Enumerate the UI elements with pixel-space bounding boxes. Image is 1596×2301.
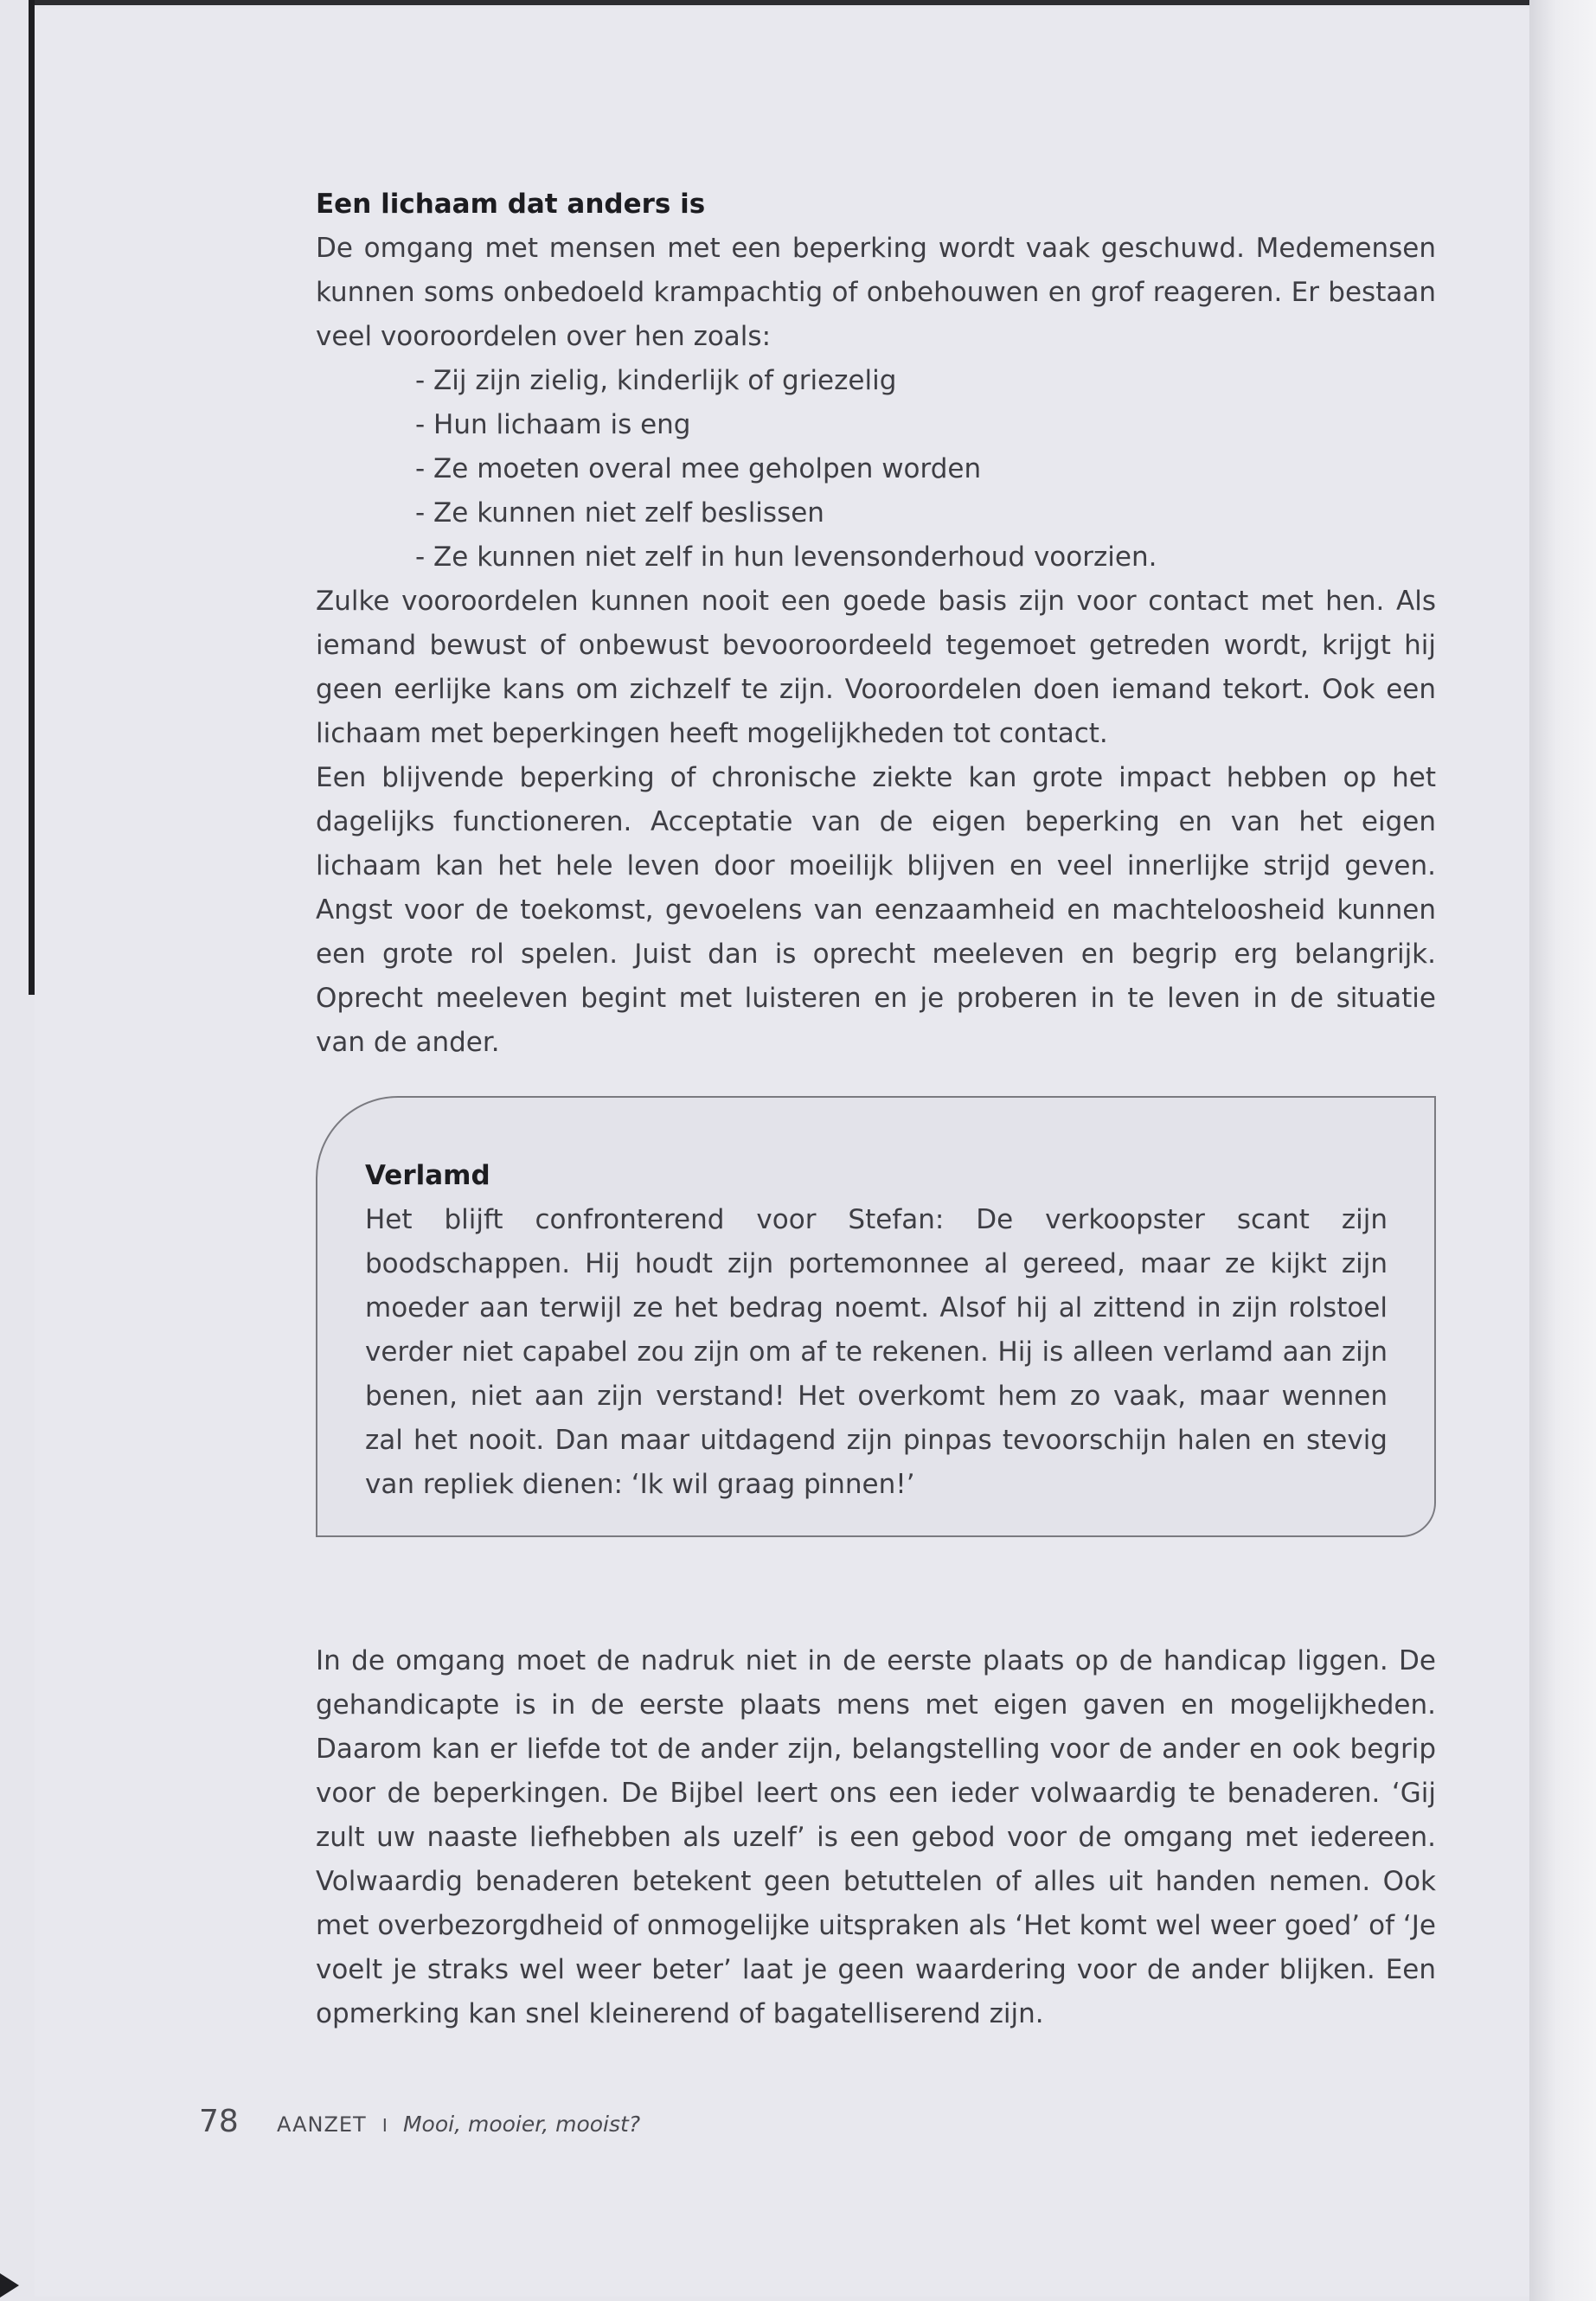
page-number: 78 [199, 2104, 239, 2139]
callout-title: Verlamd [365, 1160, 490, 1191]
list-item: - Ze kunnen niet zelf beslissen [415, 491, 1436, 535]
section-heading: Een lichaam dat anders is [316, 189, 706, 220]
list-item: - Ze kunnen niet zelf in hun levensonderhoud voorzien. [415, 535, 1436, 580]
closing-paragraph: In de omgang moet de nadruk niet in de eerste plaats op de handicap liggen. De gehandicapte is in de eerste plaats mens met eigen gaven en mogelijkheden. Daarom kan er liefde tot de ander zijn, belangstelling voor de ander en ook begrip voor de beperkingen. De Bijbel leert ons een ieder volwaardig te benaderen. ‘Gij zult uw naaste liefhebben als uzelf’ is een gebod voor de omgang met iedereen. Volwaardig benaderen betekent geen betuttelen of alles uit handen nemen. Ook met overbezorgdheid of onmogelijke uitspraken als ‘Het komt wel weer goed’ of ‘Je voelt je straks wel weer beter’ laat je geen waardering voor de ander blijken. Een opmerking kan snel kleinerend of bagatelliserend zijn. [316, 1645, 1436, 2029]
list-item: - Hun lichaam is eng [415, 403, 1436, 447]
body-paragraph: Een blijvende beperking of chronische ziekte kan grote impact hebben op het dagelijks functioneren. Acceptatie van de eigen beperking en van het eigen lichaam kan het hele leven door moeilijk blijven en veel innerlijke strijd geven. Angst voor de toekomst, gevoelens van eenzaamheid en machteloosheid kunnen een grote rol spelen. Juist dan is oprecht meeleven en begrip erg belangrijk. Oprecht meeleven begint met luisteren en je proberen in te leven in de situatie van de ander. [316, 762, 1436, 1058]
callout-content [365, 1154, 1388, 1507]
intro-paragraph: De omgang met mensen met een beperking wordt vaak geschuwd. Medemensen kunnen soms onbedoeld krampachtig of onbehouwen en grof reageren. Er bestaan veel vooroordelen over hen zoals: [316, 233, 1436, 352]
section-body [316, 183, 1436, 1065]
callout-box [316, 1096, 1436, 1537]
top-rule [35, 0, 1553, 5]
page-left-edge [29, 0, 35, 995]
closing-body [316, 1639, 1436, 2036]
list-item: - Ze moeten overal mee geholpen worden [415, 447, 1436, 491]
list-item: - Zij zijn zielig, kinderlijk of griezelig [415, 359, 1436, 403]
body-paragraph: Zulke vooroordelen kunnen nooit een goede basis zijn voor contact met hen. Als iemand bewust of onbewust bevooroordeeld tegemoet getreden wordt, krijgt hij geen eerlijke kans om zichzelf te zijn. Vooroordelen doen iemand tekort. Ook een lichaam met beperkingen heeft mogelijkheden tot contact. [316, 586, 1436, 749]
footer-separator: I [381, 2115, 388, 2136]
prejudice-list [316, 359, 1436, 580]
book-title: Mooi, mooier, mooist? [402, 2112, 641, 2137]
callout-body: Het blijft confronterend voor Stefan: De verkoopster scant zijn boodschappen. Hij houdt zijn portemonnee al gereed, maar ze kijkt zijn moeder aan terwijl ze het bedrag noemt. Alsof hij al zittend in zijn rolstoel verder niet capabel zou zijn om af te rekenen. Hij is alleen verlamd aan zijn benen, niet aan zijn verstand! Het overkomt hem zo vaak, maar wennen zal het nooit. Dan maar uitdagend zijn pinpas tevoorschijn halen en stevig van repliek dienen: ‘Ik wil graag pinnen!’ [365, 1204, 1388, 1500]
corner-arrow-icon [0, 2273, 19, 2298]
page-footer [199, 2104, 640, 2139]
page-right-edge [1529, 0, 1596, 2301]
series-name: AANZET [276, 2112, 367, 2137]
